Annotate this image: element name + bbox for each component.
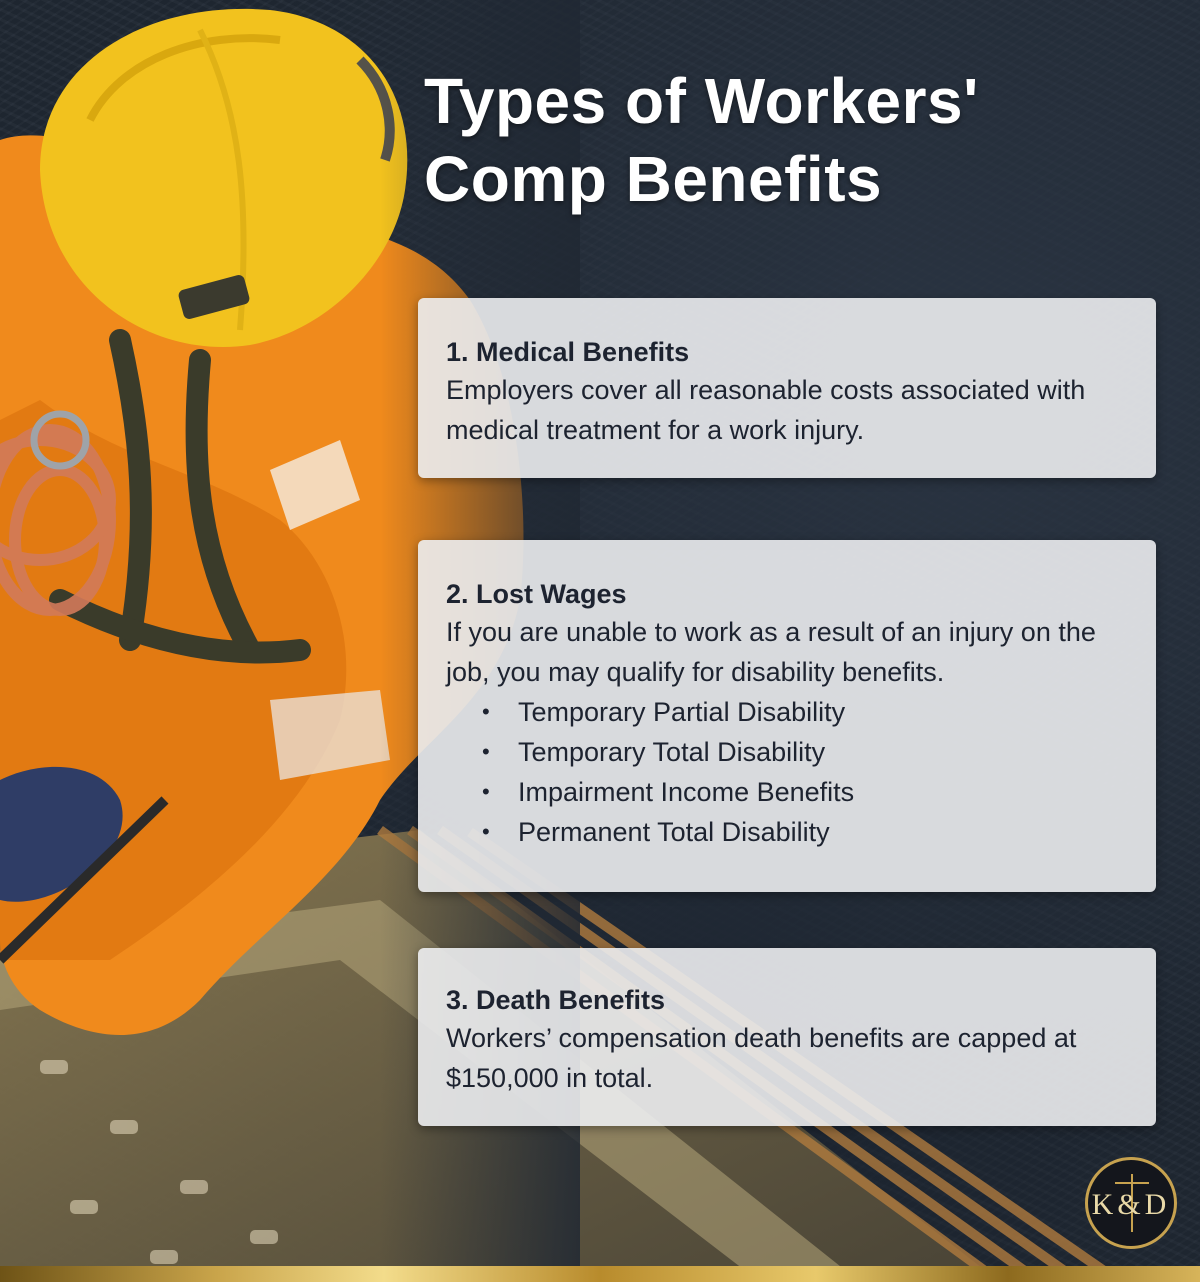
- card-medical-benefits: [418, 298, 1156, 478]
- card-death-benefits: [418, 948, 1156, 1126]
- card-text: Workers’ compensation death benefits are capped at $150,000 in total.: [446, 1023, 1077, 1093]
- card-text: If you are unable to work as a result of an injury on the job, you may qualify for disability benefits.: [446, 617, 1096, 687]
- bullet-icon: •: [482, 779, 490, 804]
- card-text: Employers cover all reasonable costs associated with medical treatment for a work injury.: [446, 375, 1086, 445]
- logo-text: K&D: [1091, 1188, 1171, 1221]
- list-item-label: Impairment Income Benefits: [518, 777, 855, 807]
- card-heading: 2. Lost Wages: [446, 579, 627, 609]
- card-heading: 1. Medical Benefits: [446, 337, 690, 367]
- card-lost-wages: [418, 540, 1156, 892]
- list-item-label: Temporary Partial Disability: [518, 697, 846, 727]
- list-item: [446, 772, 1128, 812]
- disability-list: [446, 692, 1128, 852]
- page-title: [424, 62, 1144, 218]
- bullet-icon: •: [482, 739, 490, 764]
- gold-footer-bar: [0, 1266, 1200, 1282]
- list-item-label: Permanent Total Disability: [518, 817, 830, 847]
- list-item: [446, 812, 1128, 852]
- title-line-2: Comp Benefits: [424, 143, 883, 215]
- bullet-icon: •: [482, 699, 490, 724]
- card-heading: 3. Death Benefits: [446, 985, 666, 1015]
- bullet-icon: •: [482, 819, 490, 844]
- list-item-label: Temporary Total Disability: [518, 737, 826, 767]
- list-item: [446, 732, 1128, 772]
- list-item: [446, 692, 1128, 732]
- firm-logo: [1085, 1157, 1177, 1249]
- title-line-1: Types of Workers': [424, 65, 979, 137]
- scales-beam: [1115, 1182, 1149, 1184]
